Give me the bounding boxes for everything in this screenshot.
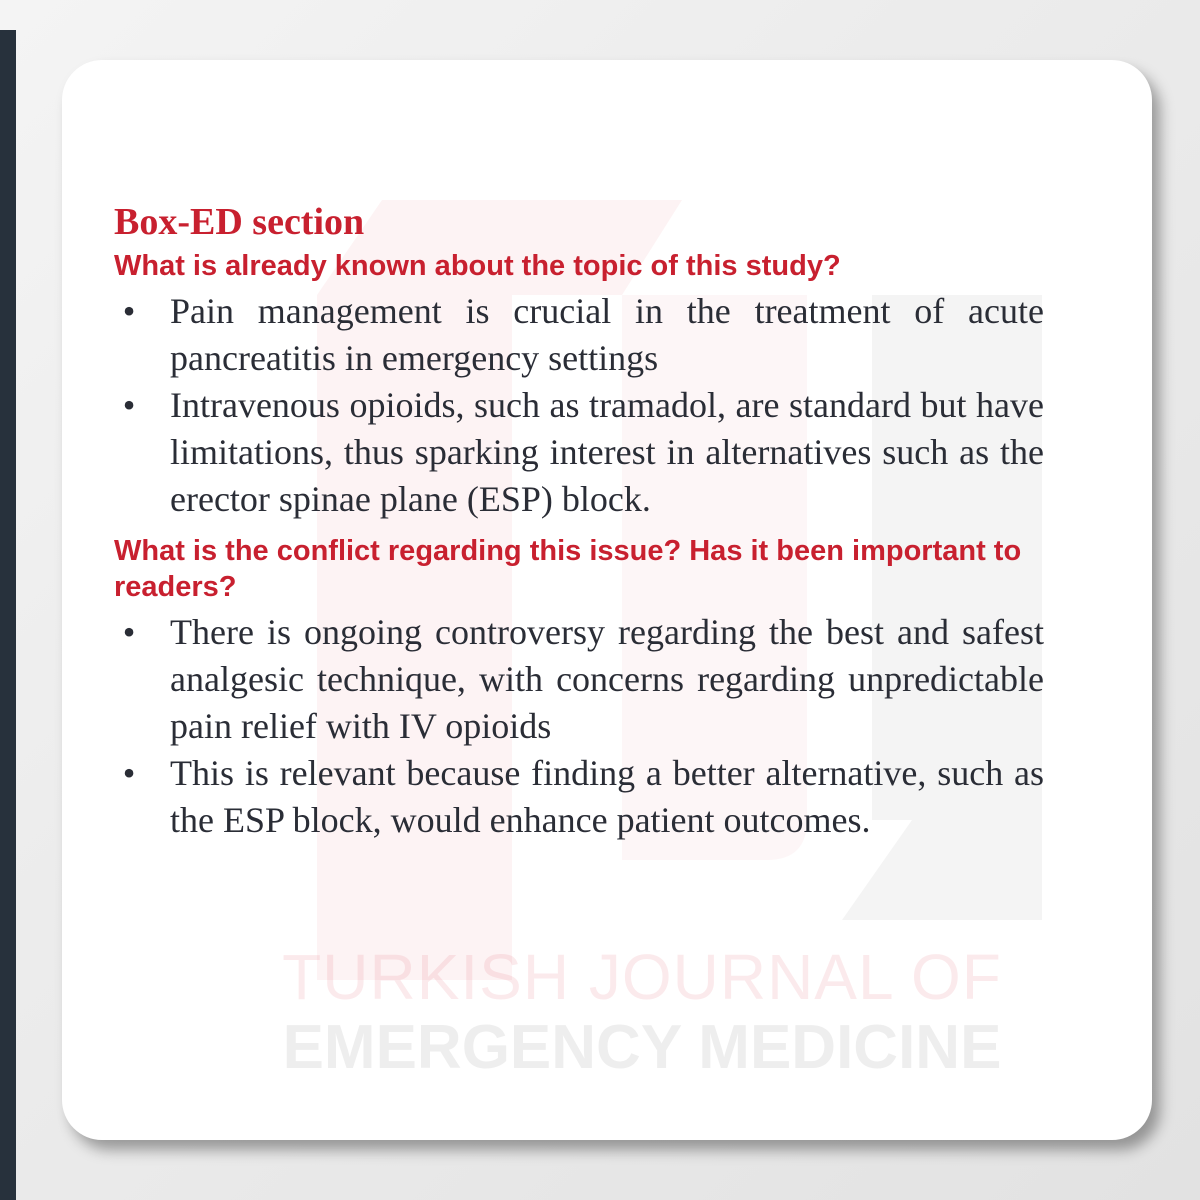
- box-title: Box-ED section: [114, 201, 365, 243]
- question-known: What is already known about the topic of this study?: [114, 250, 841, 282]
- question-conflict: What is the conflict regarding this issue? Has it been important to readers?: [114, 535, 1022, 603]
- known-bullet-list: [114, 288, 1044, 523]
- box-ed-card: [62, 60, 1152, 1140]
- bullet-text: Pain management is crucial in the treatment of acute pancreatitis in emergency settings: [170, 291, 1044, 378]
- bullet-text: This is relevant because finding a better alternative, such as the ESP block, would enhance patient outcomes.: [170, 753, 1044, 840]
- bullet-icon: •: [122, 385, 136, 425]
- bullet-icon: •: [122, 753, 136, 793]
- box-ed-content: [114, 200, 1044, 854]
- conflict-bullet-list: [114, 609, 1044, 844]
- bullet-text: Intravenous opioids, such as tramadol, are standard but have limitations, thus sparking interest in alternatives such as the erector spinae plane (ESP) block.: [170, 385, 1044, 519]
- list-item: [114, 382, 1044, 523]
- bullet-icon: •: [122, 612, 136, 652]
- watermark-journal-line1: TURKISH JOURNAL OF: [282, 941, 1002, 1013]
- list-item: [114, 288, 1044, 382]
- left-accent-bar: [0, 30, 16, 1200]
- list-item: [114, 750, 1044, 844]
- bullet-text: There is ongoing controversy regarding the best and safest analgesic technique, with concerns regarding unpredictable pain relief with IV opioids: [170, 612, 1044, 746]
- bullet-icon: •: [122, 291, 136, 331]
- watermark-journal-line2: EMERGENCY MEDICINE: [282, 1013, 1002, 1082]
- list-item: [114, 609, 1044, 750]
